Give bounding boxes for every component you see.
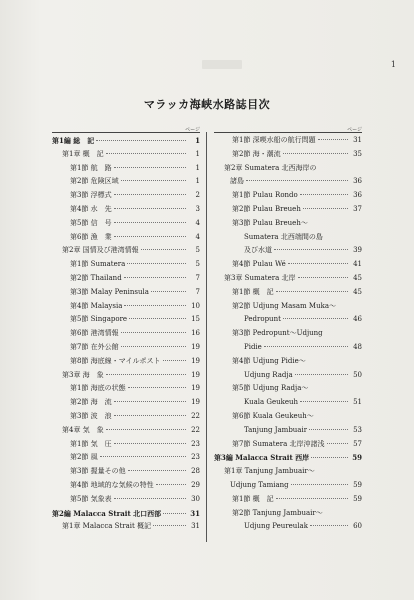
toc-entry-label: 第1編 総 記	[52, 136, 95, 145]
toc-leader-dots	[163, 513, 186, 514]
toc-leader-dots	[114, 498, 186, 499]
toc-entry-label: 第2節 Pulau Breueh	[232, 204, 301, 213]
toc-entry-label: 第3節 Malay Peninsula	[70, 287, 149, 296]
toc-entry	[214, 217, 362, 231]
toc-entry	[52, 286, 200, 300]
toc-leader-dots	[121, 346, 186, 347]
toc-entry	[52, 382, 200, 396]
toc-entry	[214, 382, 362, 396]
toc-entry-page: 1	[195, 177, 200, 186]
toc-entry-label: 第5節 Singapore	[70, 315, 128, 324]
toc-entry	[52, 355, 200, 369]
toc-entry-label: 第3章 Sumatera 北岸	[224, 273, 296, 282]
toc-entry	[52, 479, 200, 493]
toc-entry	[214, 410, 362, 424]
toc-entry	[52, 369, 200, 383]
toc-leader-dots	[100, 456, 186, 457]
toc-entry	[52, 327, 200, 341]
toc-entry	[214, 355, 362, 369]
toc-leader-dots	[141, 249, 186, 250]
toc-entry	[214, 175, 362, 189]
toc-entry-page: 7	[195, 287, 200, 296]
toc-entry-label: 第4節 Udjung Pidie〜	[232, 356, 306, 365]
toc-entry-label: 第5節 気象表	[70, 494, 112, 503]
toc-entry	[52, 424, 200, 438]
toc-leader-dots	[121, 180, 186, 181]
toc-leader-dots	[309, 429, 348, 430]
toc-entry	[52, 313, 200, 327]
toc-entry	[214, 507, 362, 521]
toc-entry-label: Pidie	[244, 342, 262, 351]
toc-entry-label: Sumatera 北西端間の島	[244, 232, 323, 241]
toc-entry	[52, 175, 200, 189]
toc-entry	[214, 162, 362, 176]
toc-entry	[52, 451, 200, 465]
toc-leader-dots	[153, 525, 186, 526]
toc-leader-dots	[114, 222, 186, 223]
toc-entry	[214, 396, 362, 410]
toc-leader-dots	[300, 194, 348, 195]
toc-entry-page: 22	[191, 425, 200, 434]
toc-leader-dots	[128, 470, 186, 471]
toc-entry-page: 23	[191, 439, 200, 448]
toc-entry-label: 第4節 Pulau Wé	[232, 260, 286, 269]
toc-entry-label: Tanjung Jambuair	[244, 425, 308, 434]
toc-entry-page: 1	[195, 149, 200, 158]
toc-entry-label: 第3節 浮標式	[70, 191, 112, 200]
page-title: マラッカ海峡水路誌目次	[143, 98, 271, 111]
toc-entry	[214, 258, 362, 272]
toc-entry-label: 第4節 Malaysia	[70, 301, 123, 310]
toc-entry	[214, 272, 362, 286]
toc-leader-dots	[121, 332, 186, 333]
toc-entry	[52, 148, 200, 162]
toc-leader-dots	[283, 318, 348, 319]
toc-leader-dots	[114, 208, 186, 209]
toc-entry-label: 第1章 Tanjung Jambuair〜	[224, 467, 315, 476]
toc-leader-dots	[114, 194, 186, 195]
toc-leader-dots	[318, 139, 348, 140]
toc-leader-dots	[300, 401, 348, 402]
toc-entry-label: Udjung Tamiang	[230, 480, 289, 489]
toc-entry	[52, 244, 200, 258]
toc-entry-page: 2	[195, 191, 200, 200]
toc-entry	[214, 424, 362, 438]
toc-entry	[52, 203, 200, 217]
toc-entry	[214, 189, 362, 203]
toc-entry	[52, 507, 200, 521]
toc-entry-label: Kuala Geukeuh	[244, 398, 299, 407]
toc-entry-page: 53	[353, 425, 362, 434]
toc-leader-dots	[124, 305, 186, 306]
toc-entry	[52, 217, 200, 231]
toc-leader-dots	[291, 484, 348, 485]
toc-entry-page: 51	[353, 398, 362, 407]
toc-leader-dots	[127, 263, 186, 264]
toc-entry-page: 1	[195, 163, 200, 172]
page-column-label: ページ	[347, 127, 362, 133]
toc-entry-page: 5	[195, 260, 200, 269]
column-top-rule	[52, 132, 200, 133]
toc-leader-dots	[295, 374, 348, 375]
toc-entry-label: 第2節 風	[70, 453, 98, 462]
toc-entry-label: 第3編 Malacca Strait 西岸	[214, 453, 310, 463]
toc-leader-dots	[114, 415, 186, 416]
toc-leader-dots	[129, 318, 186, 319]
toc-entry-label: 第1節 気 圧	[70, 439, 112, 448]
toc-leader-dots	[288, 263, 348, 264]
toc-entry-page: 16	[191, 329, 200, 338]
toc-entry-page: 59	[353, 494, 362, 503]
toc-entry-label: 第2編 Malacca Strait 北口西部	[52, 508, 162, 518]
toc-entry	[214, 134, 362, 148]
column-divider	[206, 132, 207, 542]
toc-entry-page: 19	[191, 384, 200, 393]
toc-entry-label: 第1章 Malacca Strait 概記	[62, 522, 152, 531]
toc-leader-dots	[114, 167, 186, 168]
toc-leader-dots	[276, 498, 348, 499]
toc-leader-dots	[156, 484, 186, 485]
toc-entry-label: 第3節 握量その他	[70, 467, 126, 476]
toc-entry-label: 第5節 Udjung Radja〜	[232, 384, 309, 393]
toc-entry	[52, 162, 200, 176]
toc-entry	[214, 231, 362, 245]
toc-entry-label: 第2章 国情及び港湾情報	[62, 246, 139, 255]
toc-entry-page: 7	[195, 273, 200, 282]
toc-entry-label: Udjung Radja	[244, 370, 293, 379]
toc-entry-label: 諸島	[230, 177, 244, 186]
toc-entry-page: 36	[353, 177, 362, 186]
toc-entry-page: 19	[191, 342, 200, 351]
toc-entry-label: 第2節 海・潮流	[232, 149, 281, 158]
toc-entry-label: 及び水道	[244, 246, 272, 255]
toc-leader-dots	[163, 360, 186, 361]
toc-entry	[214, 493, 362, 507]
toc-leader-dots	[298, 277, 349, 278]
toc-entry	[52, 134, 200, 148]
toc-entry-page: 28	[191, 467, 200, 476]
toc-entry-page: 31	[191, 522, 200, 531]
toc-entry	[214, 341, 362, 355]
toc-entry	[214, 300, 362, 314]
toc-entry-label: 第4節 地域的な気候の特性	[70, 480, 154, 489]
toc-entry	[52, 493, 200, 507]
toc-entry-page: 29	[191, 480, 200, 489]
toc-entry-label: Pedropunt	[244, 315, 281, 324]
toc-entry	[214, 465, 362, 479]
toc-leader-dots	[303, 208, 348, 209]
toc-entry-page: 22	[191, 411, 200, 420]
toc-leader-dots	[246, 180, 348, 181]
toc-entry-page: 59	[352, 453, 362, 463]
toc-entry-label: 第7節 在外公館	[70, 342, 119, 351]
toc-entry-page: 46	[353, 315, 362, 324]
toc-entry-page: 31	[353, 136, 362, 144]
toc-entry	[214, 479, 362, 493]
toc-entry-page: 19	[191, 398, 200, 407]
toc-leader-dots	[114, 236, 186, 237]
toc-entry	[52, 465, 200, 479]
toc-leader-dots	[96, 140, 186, 141]
toc-leader-dots	[106, 374, 186, 375]
toc-entry	[214, 438, 362, 452]
toc-leader-dots	[106, 153, 186, 154]
toc-leader-dots	[310, 525, 348, 526]
toc-entry-label: 第1章 概 記	[62, 149, 104, 158]
toc-leader-dots	[264, 346, 348, 347]
toc-entry-page: 36	[353, 191, 362, 200]
toc-entry-label: 第2節 Tanjung Jambuair〜	[232, 508, 323, 517]
toc-entry-label: 第2節 Udjung Masam Muka〜	[232, 301, 337, 310]
toc-leader-dots	[114, 443, 186, 444]
toc-entry-label: 第3節 Pulau Breueh〜	[232, 218, 308, 227]
toc-entry	[214, 369, 362, 383]
toc-entry-page: 3	[195, 204, 200, 213]
toc-entry-page: 50	[353, 370, 362, 379]
toc-entry-page: 59	[353, 480, 362, 489]
toc-entry	[214, 313, 362, 327]
toc-entry-label: 第1節 概 記	[232, 287, 274, 296]
toc-right-column	[214, 127, 362, 534]
toc-entry-label: 第6節 漁 業	[70, 232, 112, 241]
toc-entry-page: 41	[353, 260, 362, 269]
toc-entry-page: 19	[191, 356, 200, 365]
toc-entry-label: 第8節 海底線・マイルポスト	[70, 356, 161, 365]
toc-entry	[52, 341, 200, 355]
page-number: 1	[390, 60, 396, 69]
toc-entry-label: 第1節 Sumatera	[70, 260, 126, 269]
toc-entry	[214, 203, 362, 217]
toc-entry-label: 第1節 海底の状態	[70, 384, 126, 393]
toc-entry-page: 57	[353, 439, 362, 448]
toc-entry-page: 37	[353, 204, 362, 213]
toc-entry	[52, 410, 200, 424]
toc-entry	[52, 231, 200, 245]
toc-entry-label: 第2節 Thailand	[70, 273, 122, 282]
toc-entry-label: 第3節 波 浪	[70, 411, 112, 420]
toc-entry	[52, 272, 200, 286]
toc-entry	[52, 520, 200, 534]
toc-entry-label: 第2節 危険区域	[70, 177, 119, 186]
toc-entry	[52, 189, 200, 203]
toc-entry	[52, 438, 200, 452]
column-top-rule	[214, 132, 362, 133]
toc-entry-page: 19	[191, 370, 200, 379]
toc-entry-label: 第6節 Kuala Geukeuh〜	[232, 411, 314, 420]
toc-entry	[214, 286, 362, 300]
toc-entry-label: Udjung Peureulak	[244, 522, 308, 531]
toc-entry-page: 31	[190, 508, 200, 518]
toc-entry-label: 第1節 概 記	[232, 494, 274, 503]
toc-entry-page: 30	[191, 494, 200, 503]
toc-leader-dots	[124, 277, 186, 278]
toc-entry-page: 39	[353, 246, 362, 255]
toc-leader-dots	[274, 249, 348, 250]
toc-entry-label: 第5節 信 号	[70, 218, 112, 227]
toc-entry-page: 5	[195, 246, 200, 255]
header-tab-mark	[202, 60, 242, 69]
toc-entry-label: 第3節 Pedropunt〜Udjung	[232, 329, 323, 338]
toc-leader-dots	[114, 401, 186, 402]
toc-entry-page: 45	[353, 287, 362, 296]
toc-entry	[52, 300, 200, 314]
toc-entry	[52, 396, 200, 410]
toc-left-column	[52, 127, 200, 534]
toc-entry-label: 第4章 気 象	[62, 425, 104, 434]
toc-entry	[214, 327, 362, 341]
toc-entry	[214, 244, 362, 258]
toc-entry-label: 第1節 深喫水船の航行問題	[232, 136, 316, 144]
toc-entry-page: 23	[191, 453, 200, 462]
toc-entry-label: 第4節 水 先	[70, 204, 112, 213]
toc-leader-dots	[106, 429, 186, 430]
toc-entry-label: 第3章 海 象	[62, 370, 104, 379]
toc-entry-page: 10	[191, 301, 200, 310]
toc-entry-label: 第6節 港湾情報	[70, 329, 119, 338]
toc-entry-label: 第1節 航 路	[70, 163, 112, 172]
toc-entry-page: 35	[353, 149, 362, 158]
toc-leader-dots	[128, 387, 186, 388]
toc-entry-page: 45	[353, 273, 362, 282]
toc-leader-dots	[276, 291, 348, 292]
toc-entry	[52, 258, 200, 272]
toc-entry	[214, 520, 362, 534]
toc-entry-page: 15	[191, 315, 200, 324]
toc-entry-page: 60	[353, 522, 362, 531]
toc-leader-dots	[151, 291, 186, 292]
toc-entry-label: 第2節 海 流	[70, 398, 112, 407]
toc-entry-page: 1	[195, 136, 200, 145]
toc-entry-page: 48	[353, 342, 362, 351]
toc-entry-label: 第1節 Pulau Rondo	[232, 191, 298, 200]
toc-entry-label: 第7節 Sumatera 北岸沖諸浅	[232, 439, 325, 448]
toc-leader-dots	[311, 457, 348, 458]
toc-entry	[214, 451, 362, 465]
toc-leader-dots	[283, 153, 348, 154]
toc-entry-page: 4	[195, 218, 200, 227]
page-column-label: ページ	[185, 127, 200, 133]
toc-leader-dots	[327, 443, 349, 444]
toc-entry-label: 第2章 Sumatera 北西海岸の	[224, 163, 317, 172]
toc-entry	[214, 148, 362, 162]
toc-entry-page: 4	[195, 232, 200, 241]
